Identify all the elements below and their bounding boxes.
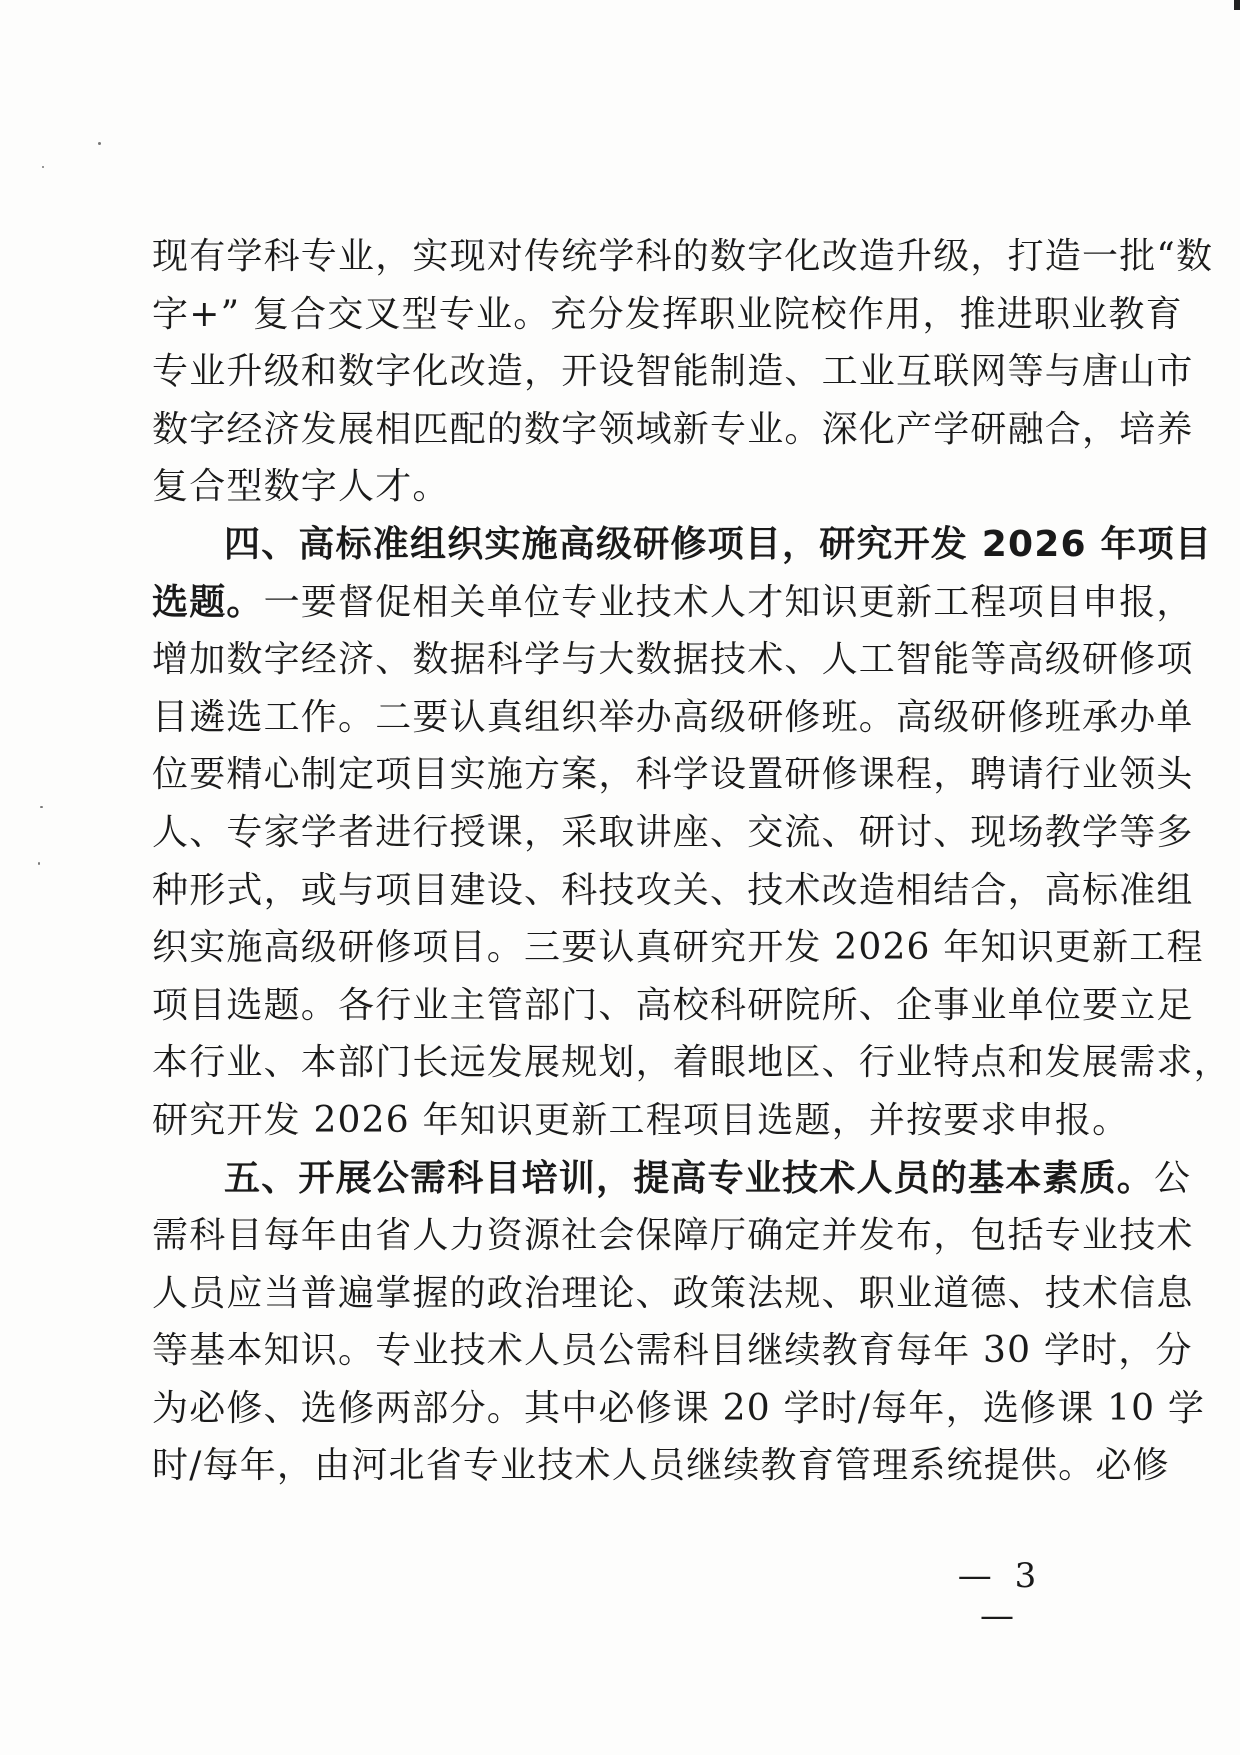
text-line: 等基本知识。专业技术人员公需科目继续教育每年 30 学时，分	[152, 1330, 1193, 1372]
section-five-heading: 五、开展公需科目培训，提高专业技术人员的基本素质。	[224, 1157, 1155, 1199]
text-line: 织实施高级研修项目。三要认真研究开发 2026 年知识更新工程	[152, 927, 1204, 969]
page-number: — 3 —	[957, 1556, 1043, 1636]
scan-speck	[98, 142, 101, 145]
section-four-heading-end: 选题。	[152, 581, 264, 623]
text-line: 人、专家学者进行授课，采取讲座、交流、研讨、现场教学等多	[152, 811, 1194, 853]
text-line: 项目选题。各行业主管部门、高校科研院所、企事业单位要立足	[152, 984, 1194, 1026]
text-line: 复合型数字人才。	[152, 466, 450, 508]
scan-speck	[40, 806, 43, 808]
text-line: 人员应当普遍掌握的政治理论、政策法规、职业道德、技术信息	[152, 1272, 1194, 1314]
text-line: 字+” 复合交叉型专业。充分发挥职业院校作用，推进职业教育	[152, 293, 1183, 335]
text-line: 专业升级和数字化改造，开设智能制造、工业互联网等与唐山市	[152, 351, 1194, 393]
text-line: 为必修、选修两部分。其中必修课 20 学时/每年，选修课 10 学	[152, 1387, 1206, 1429]
section-five	[152, 1150, 1206, 1496]
scan-speck	[38, 862, 40, 865]
scan-speck	[42, 166, 44, 168]
section-four-heading: 四、高标准组织实施高级研修项目，研究开发 2026 年项目	[224, 523, 1213, 565]
document-body	[152, 228, 1231, 1495]
text-line: 目遴选工作。二要认真组织举办高级研修班。高级研修班承办单	[152, 696, 1194, 738]
scan-corner-mark	[1234, 0, 1240, 10]
section-four	[152, 516, 1231, 1150]
text-line: 现有学科专业，实现对传统学科的数字化改造升级，打造一批“数	[152, 236, 1214, 277]
section-four-text: 一要督促相关单位专业技术人才知识更新工程项目申报，	[263, 581, 1194, 623]
text-line: 本行业、本部门长远发展规划，着眼地区、行业特点和发展需求，	[152, 1042, 1231, 1084]
paragraph-continuation	[152, 228, 1214, 516]
text-line: 位要精心制定项目实施方案，科学设置研修课程，聘请行业领头	[152, 754, 1194, 796]
text-line: 数字经济发展相匹配的数字领域新专业。深化产学研融合，培养	[152, 408, 1194, 450]
text-line: 种形式，或与项目建设、科技攻关、技术改造相结合，高标准组	[152, 869, 1194, 911]
text-line	[152, 574, 1194, 632]
text-line: 需科目每年由省人力资源社会保障厅确定并发布，包括专业技术	[152, 1215, 1194, 1257]
section-five-text: 公	[1154, 1157, 1192, 1199]
text-line: 研究开发 2026 年知识更新工程项目选题，并按要求申报。	[152, 1099, 1130, 1141]
text-line: 增加数字经济、数据科学与大数据技术、人工智能等高级研修项	[152, 639, 1194, 681]
text-line	[152, 1150, 1192, 1208]
section-four-heading-line	[152, 516, 1213, 574]
text-line: 时/每年，由河北省专业技术人员继续教育管理系统提供。必修	[152, 1445, 1170, 1487]
